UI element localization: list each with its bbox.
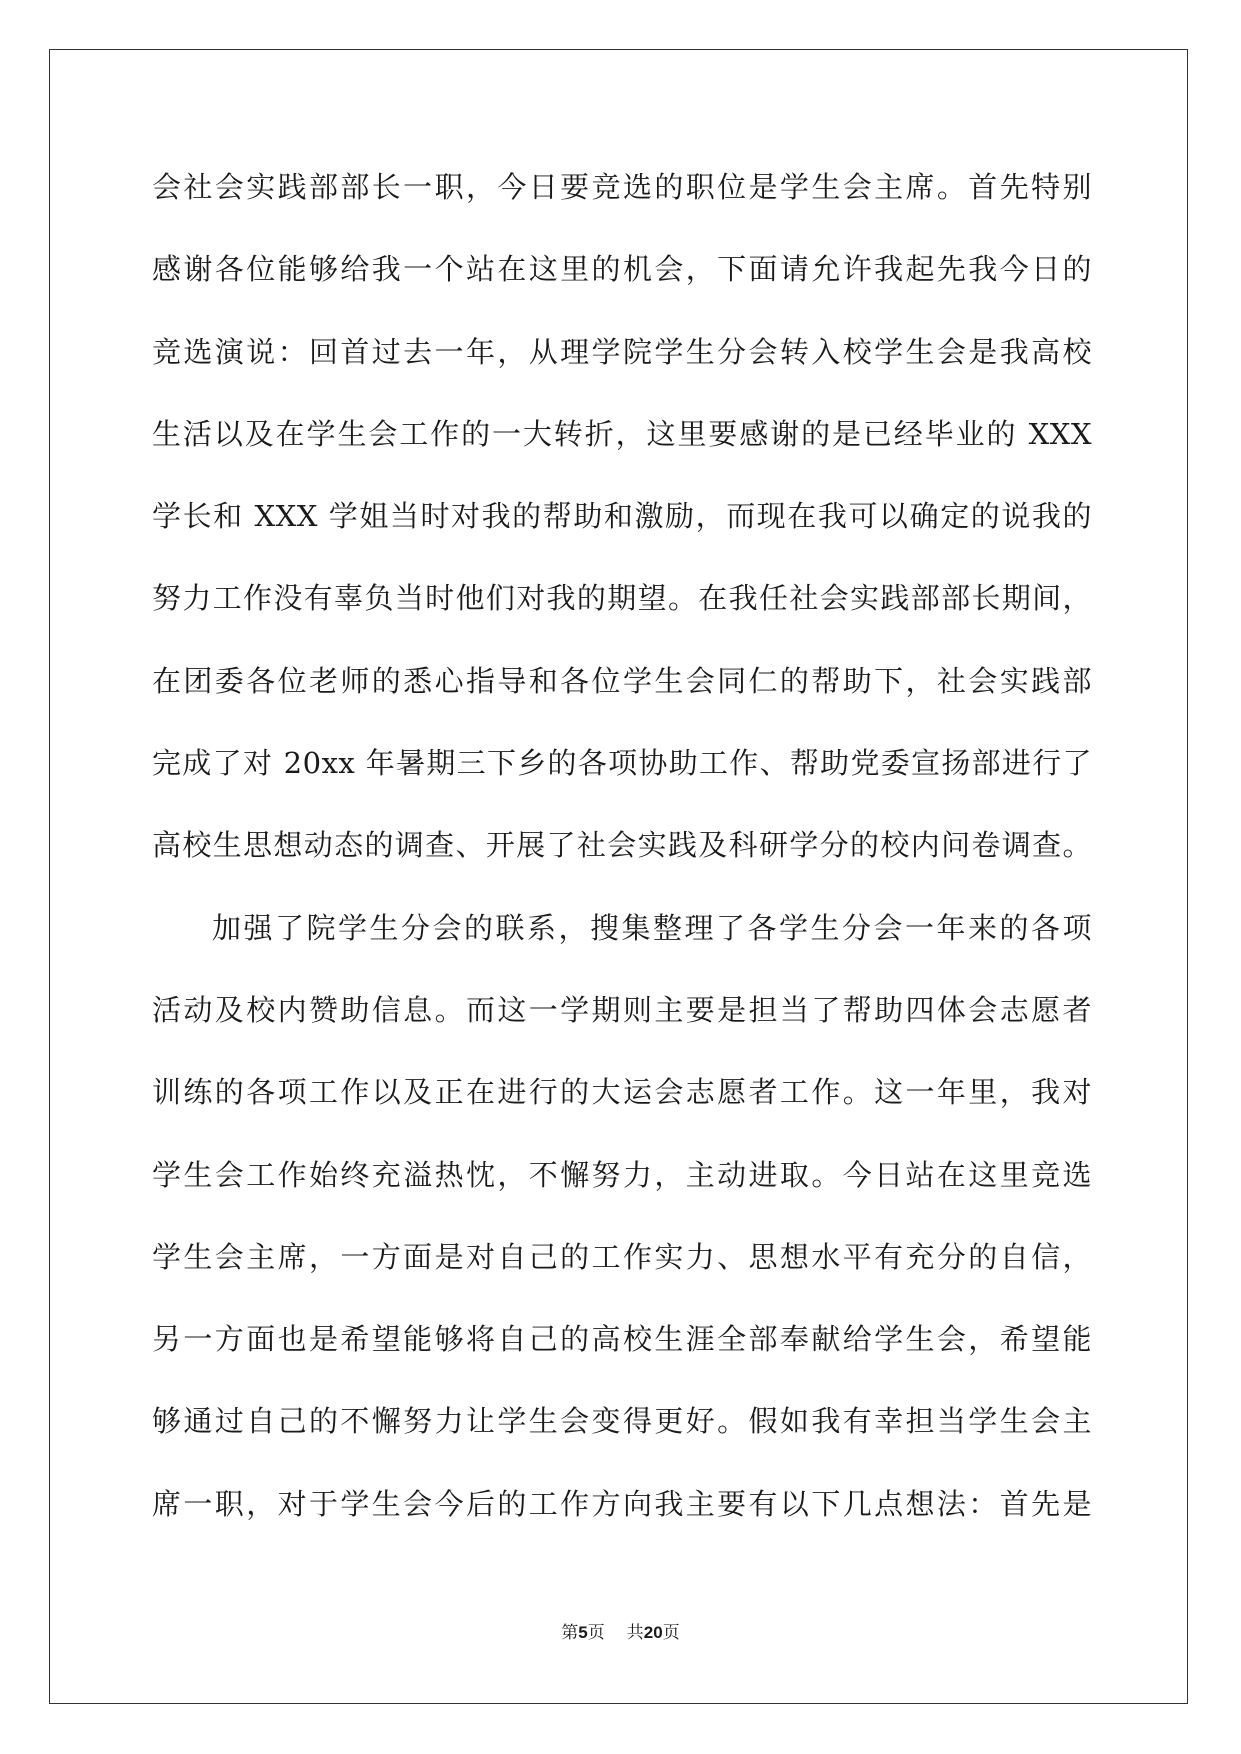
body-text xyxy=(152,160,1092,1559)
text-line: 活动及校内赞助信息。而这一学期则主要是担当了帮助四体会志愿者 xyxy=(152,992,1092,1027)
text-line: 竞选演说：回首过去一年，从理学院学生分会转入校学生会是我高校 xyxy=(152,334,1092,369)
page-footer xyxy=(0,1621,1241,1645)
total-suffix: 页 xyxy=(662,1623,680,1643)
text-line: 完成了对 20xx 年暑期三下乡的各项协助工作、帮助党委宣扬部进行了 xyxy=(152,746,1092,781)
text-line: 学长和 XXX 学姐当时对我的帮助和激励，而现在我可以确定的说我的 xyxy=(152,499,1092,534)
page-prefix: 第 xyxy=(561,1623,579,1643)
text-line: 学生会主席，一方面是对自己的工作实力、思想水平有充分的自信， xyxy=(152,1239,1092,1274)
text-line: 学生会工作始终充溢热忱，不懈努力，主动进取。今日站在这里竞选 xyxy=(152,1157,1092,1192)
text-line: 努力工作没有辜负当时他们对我的期望。在我任社会实践部部长期间， xyxy=(152,581,1092,616)
text-line: 席一职，对于学生会今后的工作方向我主要有以下几点想法：首先是 xyxy=(152,1486,1092,1521)
text-line: 训练的各项工作以及正在进行的大运会志愿者工作。这一年里，我对 xyxy=(152,1075,1092,1110)
text-line: 感谢各位能够给我一个站在这里的机会，下面请允许我起先我今日的 xyxy=(152,252,1092,287)
page-number: 5 xyxy=(578,1623,588,1642)
text-line: 够通过自己的不懈努力让学生会变得更好。假如我有幸担当学生会主 xyxy=(152,1404,1092,1439)
text-line: 在团委各位老师的悉心指导和各位学生会同仁的帮助下，社会实践部 xyxy=(152,663,1092,698)
text-line: 会社会实践部部长一职，今日要竞选的职位是学生会主席。首先特别 xyxy=(152,170,1092,204)
text-line: 高校生思想动态的调查、开展了社会实践及科研学分的校内问卷调查。 xyxy=(152,828,1092,863)
page-suffix: 页 xyxy=(587,1623,605,1643)
total-pages: 20 xyxy=(643,1623,663,1642)
text-line: 另一方面也是希望能够将自己的高校生涯全部奉献给学生会，希望能 xyxy=(152,1322,1092,1357)
text-line: 生活以及在学生会工作的一大转折，这里要感谢的是已经毕业的 XXX xyxy=(152,416,1092,451)
paragraph-first-line: 加强了院学生分会的联系，搜集整理了各学生分会一年来的各项 xyxy=(212,910,1092,945)
total-prefix: 共 xyxy=(626,1623,644,1643)
